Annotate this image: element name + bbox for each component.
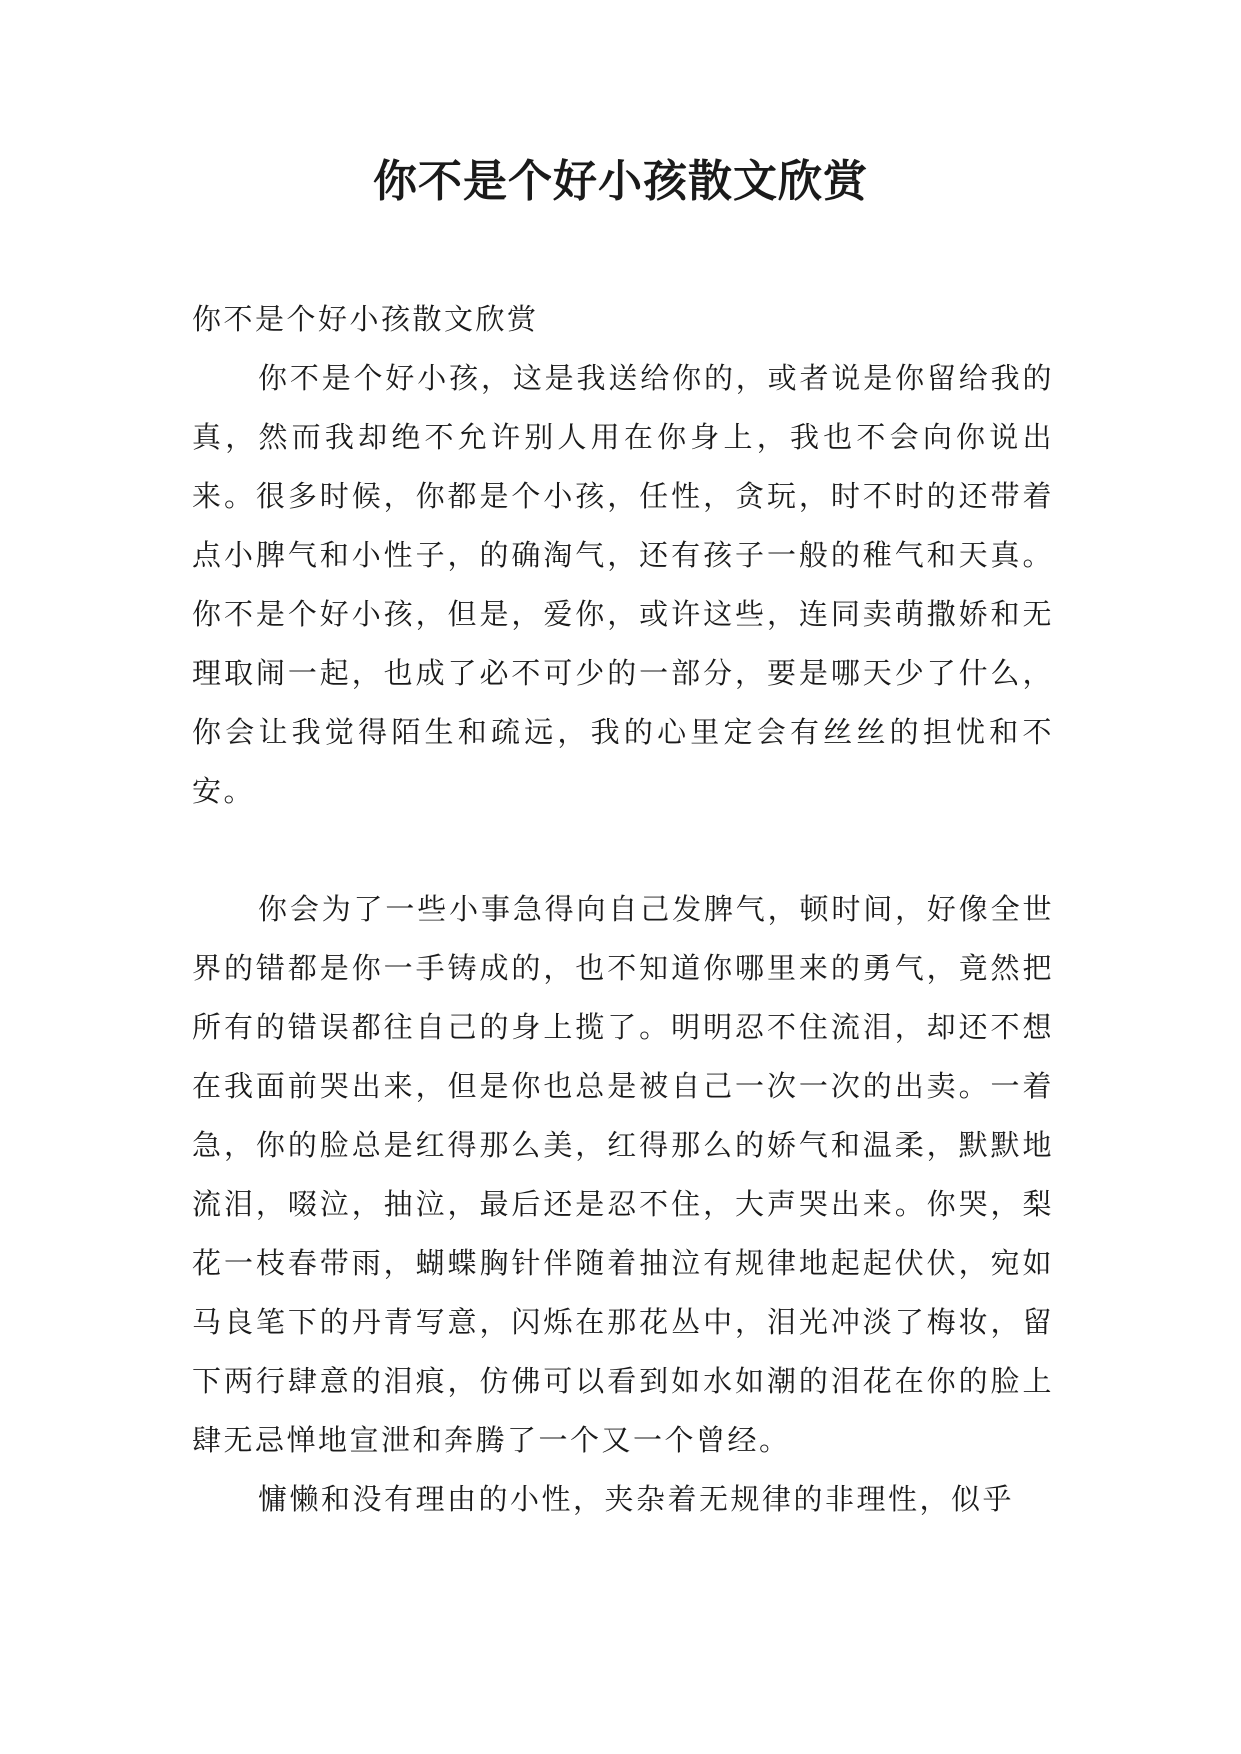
- document-body: [192, 290, 1054, 1529]
- paragraph-1: 你不是个好小孩，这是我送给你的，或者说是你留给我的真，然而我却绝不允许别人用在你身上，我也不会向你说出来。很多时候，你都是个小孩，任性，贪玩，时不时的还带着点小脾气和小性子，的确淘气，还有孩子一般的稚气和天真。你不是个好小孩，但是，爱你，或许这些，连同卖萌撒娇和无理取闹一起，也成了必不可少的一部分，要是哪天少了什么，你会让我觉得陌生和疏远，我的心里定会有丝丝的担忧和不安。: [192, 361, 1054, 808]
- paragraph-3: 慵懒和没有理由的小性，夹杂着无规律的非理性，似乎: [258, 1482, 1015, 1516]
- paragraph-2: 你会为了一些小事急得向自己发脾气，顿时间，好像全世界的错都是你一手铸成的，也不知道你哪里来的勇气，竟然把所有的错误都往自己的身上揽了。明明忍不住流泪，却还不想在我面前哭出来，但是你也总是被自己一次一次的出卖。一着急，你的脸总是红得那么美，红得那么的娇气和温柔，默默地流泪，啜泣，抽泣，最后还是忍不住，大声哭出来。你哭，梨花一枝春带雨，蝴蝶胸针伴随着抽泣有规律地起起伏伏，宛如马良笔下的丹青写意，闪烁在那花丛中，泪光冲淡了梅妆，留下两行肆意的泪痕，仿佛可以看到如水如潮的泪花在你的脸上肆无忌惮地宣泄和奔腾了一个又一个曾经。: [192, 892, 1054, 1457]
- document-subtitle: 你不是个好小孩散文欣赏: [192, 302, 539, 336]
- paragraph-spacer: [192, 821, 1054, 880]
- document-title: 你不是个好小孩散文欣赏: [373, 156, 868, 207]
